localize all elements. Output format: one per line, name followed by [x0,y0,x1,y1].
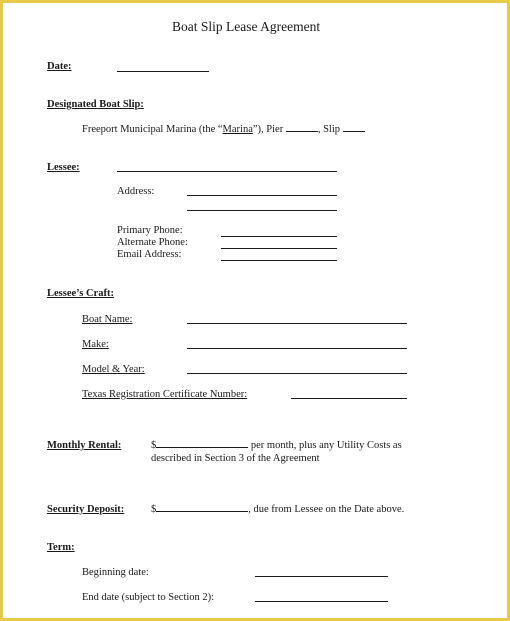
slip-field[interactable] [343,131,365,132]
lessee-label: Lessee: [47,162,80,173]
pier-field[interactable] [286,131,318,132]
marina-text-after: ”), Pier [252,124,284,135]
slip-number-label: , Slip [317,124,341,135]
beginning-date-field[interactable] [255,576,388,577]
registration-field[interactable] [291,398,407,399]
marina-text-before: Freeport Municipal Marina (the “ [82,124,223,135]
address-field-2[interactable] [187,210,337,211]
primary-phone-field[interactable] [221,236,337,237]
deposit-line [151,504,404,516]
model-year-label: Model & Year: [82,364,145,375]
end-date-label: End date (subject to Section 2): [82,592,215,603]
email-field[interactable] [221,260,337,261]
rental-line-1 [151,440,402,452]
deposit-currency: $ [151,504,157,515]
security-deposit-label: Security Deposit: [47,504,125,515]
primary-phone-label: Primary Phone: [117,225,183,236]
deposit-suffix: , due from Lessee on the Date above. [248,504,405,515]
date-label: Date: [47,61,72,72]
document-title: Boat Slip Lease Agreement [172,19,321,34]
boat-name-label: Boat Name: [82,314,133,325]
designated-slip-label: Designated Boat Slip: [47,99,144,110]
craft-label: Lessee’s Craft: [47,288,114,299]
email-label: Email Address: [117,249,182,260]
rental-currency: $ [151,440,157,451]
model-year-field[interactable] [187,373,407,374]
registration-label: Texas Registration Certificate Number: [82,389,248,400]
date-field[interactable] [117,71,209,72]
make-field[interactable] [187,348,407,349]
alternate-phone-label: Alternate Phone: [117,237,188,248]
boat-name-field[interactable] [187,323,407,324]
term-label: Term: [47,542,75,553]
monthly-rental-label: Monthly Rental: [47,440,122,451]
make-label: Make: [82,339,109,350]
end-date-field[interactable] [255,601,388,602]
slip-line [82,124,365,136]
beginning-date-label: Beginning date: [82,567,149,578]
rental-suffix: per month, plus any Utility Costs as [250,440,402,451]
rental-amount-field[interactable] [156,447,248,448]
deposit-amount-field[interactable] [156,511,248,512]
address-field-1[interactable] [187,195,337,196]
marina-word: Marina [222,124,253,135]
alternate-phone-field[interactable] [221,248,337,249]
rental-line-2: described in Section 3 of the Agreement [151,453,320,464]
address-label: Address: [117,186,155,197]
lessee-name-field[interactable] [117,171,337,172]
